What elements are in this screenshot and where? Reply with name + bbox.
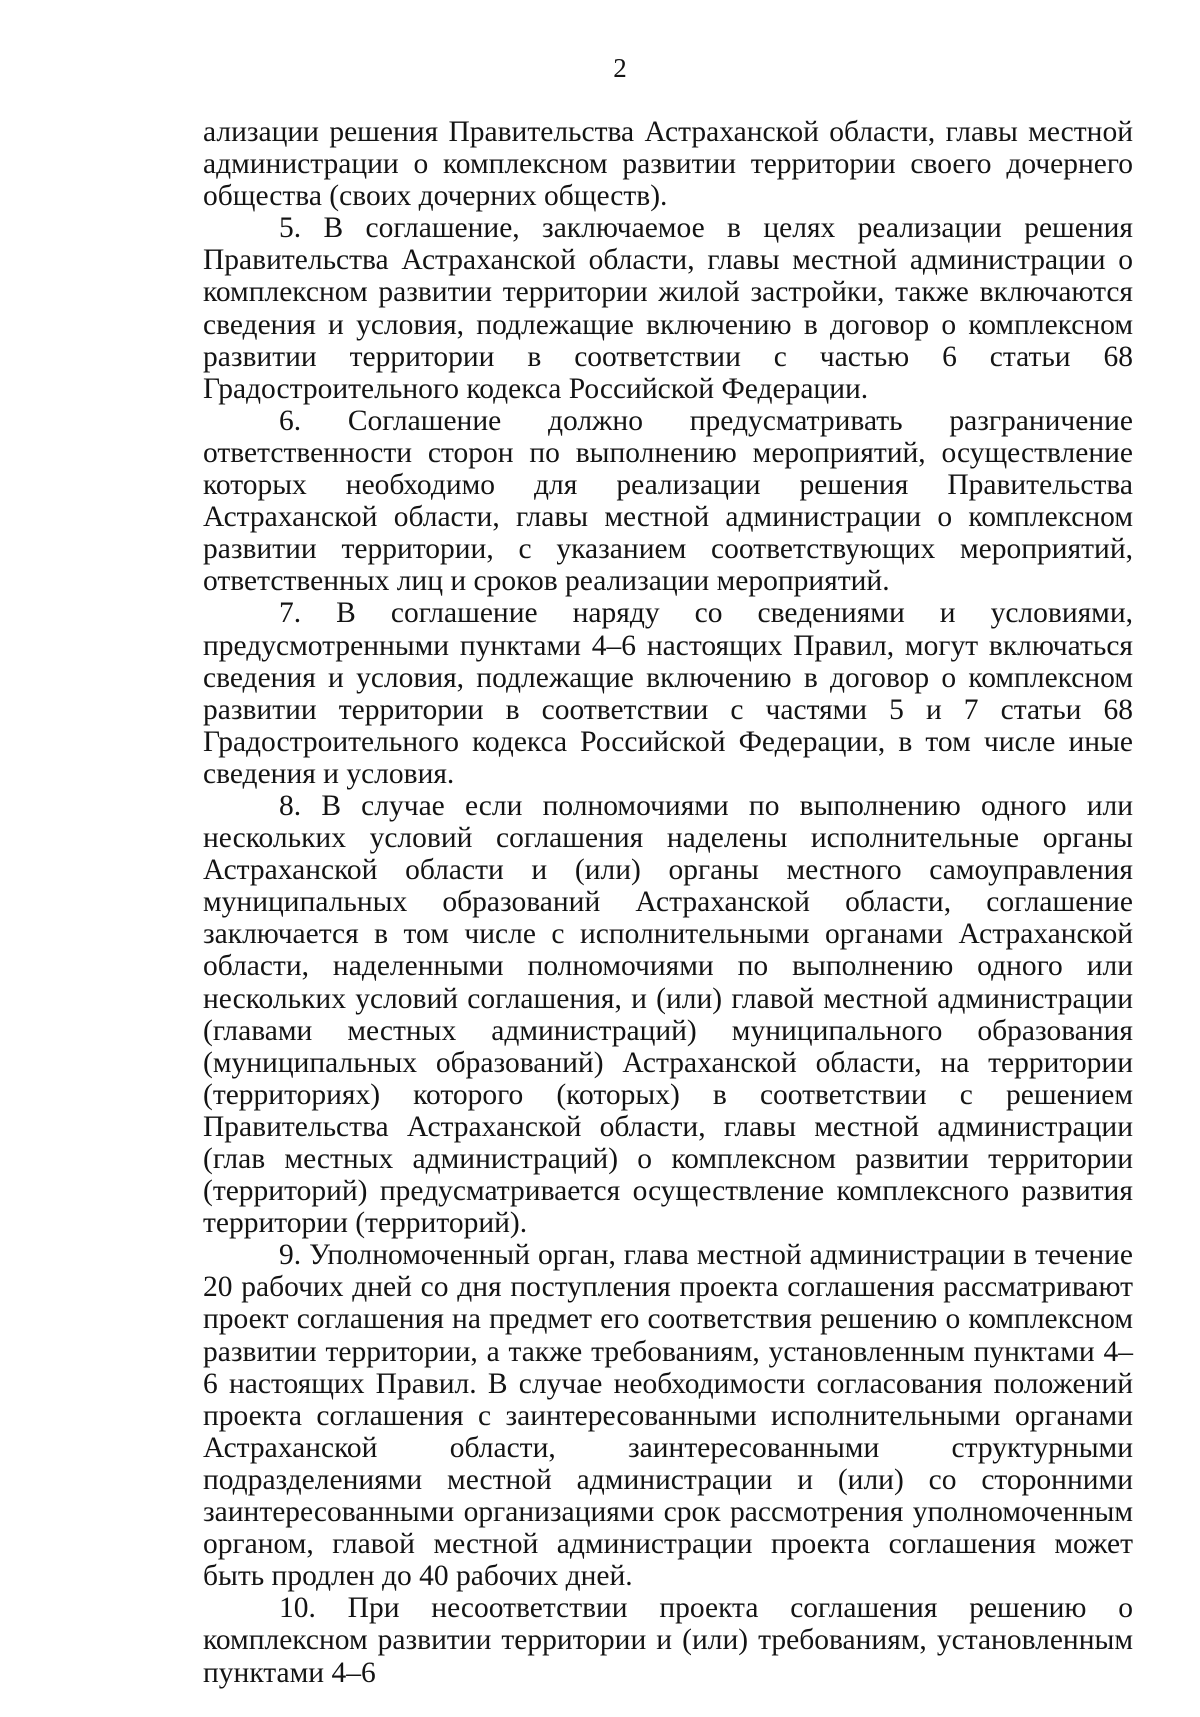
paragraph-item-10: 10. При несоответствии проекта соглашения решению о комплексном развитии территории и (или) требованиям, установленным пунктами 4–6 [203,1592,1133,1689]
paragraph-item-8: 8. В случае если полномочиями по выполнению одного или нескольких условий соглашения наделены исполнительные органы Астраханской области и (или) органы местного самоуправления муниципальных образований Астраханской области, соглашение заключается в том числе с исполнительными органами Астраханской области, наделенными полномочиями по выполнению одного или нескольких условий соглашения, и (или) главой местной администрации (главами местных администраций) муниципального образования (муниципальных образований) Астраханской области, на территории (территориях) которого (которых) в соответствии с решением Правительства Астраханской области, главы местной администрации (глав местных администраций) о комплексном развитии территории (территорий) предусматривается осуществление комплексного развития территории (территорий). [203,789,1133,1240]
paragraph-item-9: 9. Уполномоченный орган, глава местной администрации в течение 20 рабочих дней со дня поступления проекта соглашения рассматривают проект соглашения на предмет его соответствия решению о комплексном развитии территории, а также требованиям, установленным пунктами 4–6 настоящих Правил. В случае необходимости согласования положений проекта соглашения с заинтересованными исполнительными органами Астраханской области, заинтересованными структурными подразделениями местной администрации и (или) со сторонними заинтересованными организациями срок рассмотрения уполномоченным органом, главой местной администрации проекта соглашения может быть продлен до 40 рабочих дней. [203,1239,1133,1593]
page-number: 2 [613,53,627,83]
document-body [203,116,1133,1689]
paragraph-item-5: 5. В соглашение, заключаемое в целях реализации решения Правительства Астраханской области, главы местной администрации о комплексном развитии территории жилой застройки, также включаются сведения и условия, подлежащие включению в договор о комплексном развитии территории в соответствии с частью 6 статьи 68 Градостроительного кодекса Российской Федерации. [203,212,1133,405]
paragraph-continuation: ализации решения Правительства Астраханской области, главы местной администрации о комплексном развитии территории своего дочернего общества (своих дочерних обществ). [203,116,1133,213]
paragraph-item-6: 6. Соглашение должно предусматривать разграничение ответственности сторон по выполнению мероприятий, осуществление которых необходимо для реализации решения Правительства Астраханской области, главы местной администрации о комплексном развитии территории, с указанием соответствующих мероприятий, ответственных лиц и сроков реализации мероприятий. [203,404,1133,598]
paragraph-item-7: 7. В соглашение наряду со сведениями и условиями, предусмотренными пунктами 4–6 настоящих Правил, могут включаться сведения и условия, подлежащие включению в договор о комплексном развитии территории в соответствии с частями 5 и 7 статьи 68 Градостроительного кодекса Российской Федерации, в том числе иные сведения и условия. [203,597,1133,790]
